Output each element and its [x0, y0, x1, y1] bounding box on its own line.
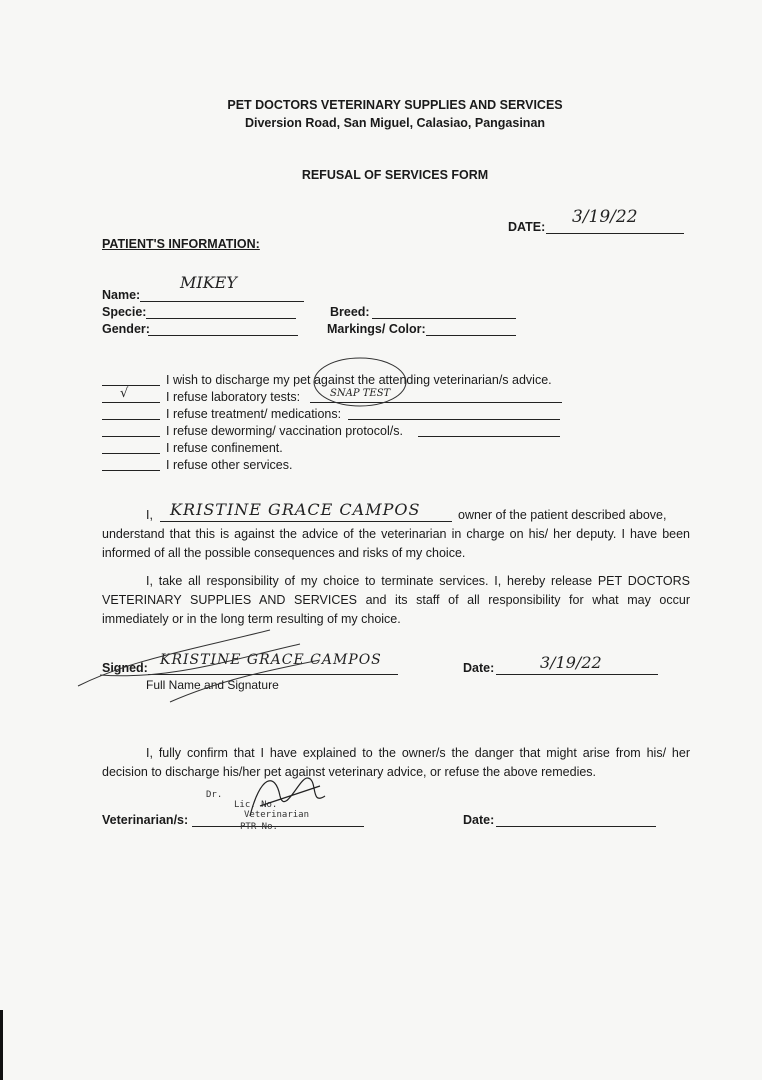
checklist-blank-2 — [102, 402, 160, 403]
company-name: PET DOCTORS VETERINARY SUPPLIES AND SERVICES — [227, 98, 563, 112]
gender-line — [148, 335, 298, 336]
date-line — [546, 233, 684, 234]
checklist-blank-1 — [102, 385, 160, 386]
checklist-item-3: I refuse treatment/ medications: — [166, 407, 342, 421]
date-label: DATE: — [508, 220, 546, 234]
statement1-owner-text: owner of the patient described above, — [458, 508, 667, 522]
circle-annotation — [310, 352, 410, 412]
statement1-text: understand that this is against the advice of the veterinarian in charge on his/ her deputy. I have been informed of all the possible consequences and risks of my choice. — [102, 527, 690, 560]
specie-line — [146, 318, 296, 319]
checklist-item-5: I refuse confinement. — [166, 441, 283, 455]
owner-signature: KRISTINE GRACE CAMPOS — [160, 652, 382, 668]
form-title: REFUSAL OF SERVICES FORM — [301, 168, 489, 182]
veterinarian-label: Veterinarian/s: — [102, 813, 189, 827]
vet-stamp-line-3: Veterinarian — [244, 810, 310, 820]
signature-flourish — [70, 620, 350, 710]
checklist-blank-6 — [102, 470, 160, 471]
specie-label: Specie: — [102, 305, 147, 319]
owner-name-line — [160, 521, 452, 522]
signed-date-handwritten: 3/19/22 — [540, 653, 602, 672]
vet-date-label: Date: — [463, 813, 495, 827]
date-handwritten: 3/19/22 — [572, 207, 638, 227]
company-address: Diversion Road, San Miguel, Calasiao, Pangasinan — [244, 116, 546, 130]
scan-edge — [0, 1010, 3, 1080]
vet-stamp-line-2: Lic. No. — [234, 800, 278, 810]
deworming-line — [418, 436, 560, 437]
name-line — [140, 301, 304, 302]
checklist-blank-5 — [102, 453, 160, 454]
signed-date-line — [496, 674, 658, 675]
treatment-line — [348, 419, 560, 420]
vet-stamp-line-1: Dr. — [206, 790, 223, 800]
signature-caption: Full Name and Signature — [146, 678, 279, 692]
statement1-prefix: I, — [146, 508, 153, 522]
vet-stamp-line-4: PTR No. — [240, 822, 278, 832]
breed-line — [372, 318, 516, 319]
signed-date-label: Date: — [463, 661, 495, 675]
gender-label: Gender: — [102, 322, 150, 336]
patient-section-title: PATIENT'S INFORMATION: — [102, 237, 260, 251]
vet-date-line — [496, 826, 656, 827]
markings-line — [426, 335, 516, 336]
checklist-mark-2: √ — [120, 386, 129, 401]
breed-label: Breed: — [330, 305, 370, 319]
checklist-item-2: I refuse laboratory tests: — [166, 390, 301, 404]
name-label: Name: — [102, 288, 141, 302]
vet-signature — [230, 766, 340, 826]
markings-label: Markings/ Color: — [327, 322, 426, 336]
signed-label: Signed: — [102, 661, 148, 675]
checklist-item-1: I wish to discharge my pet against the attending veterinarian/s advice. — [166, 373, 552, 387]
statement2-text: I, take all responsibility of my choice to terminate services. I, hereby release PET DOCTORS VETERINARY SUPPLIES AND SERVICES and its staff of all responsibility for what may occur immediately or in the long term resulting of my choice. — [102, 574, 690, 626]
statement3-text: I, fully confirm that I have explained to the owner/s the danger that might arise from his/ her decision to discharge his/her pet against veterinary advice, or refuse the above remedies. — [102, 746, 690, 779]
checklist-item-6: I refuse other services. — [166, 458, 293, 472]
veterinarian-line — [192, 826, 364, 827]
lab-tests-handwritten: SNAP TEST — [330, 388, 391, 399]
checklist-blank-4 — [102, 436, 160, 437]
checklist-item-4: I refuse deworming/ vaccination protocol/s. — [166, 424, 403, 438]
owner-name-handwritten: KRISTINE GRACE CAMPOS — [170, 500, 421, 519]
checklist-blank-3 — [102, 419, 160, 420]
name-handwritten: MIKEY — [180, 273, 237, 292]
